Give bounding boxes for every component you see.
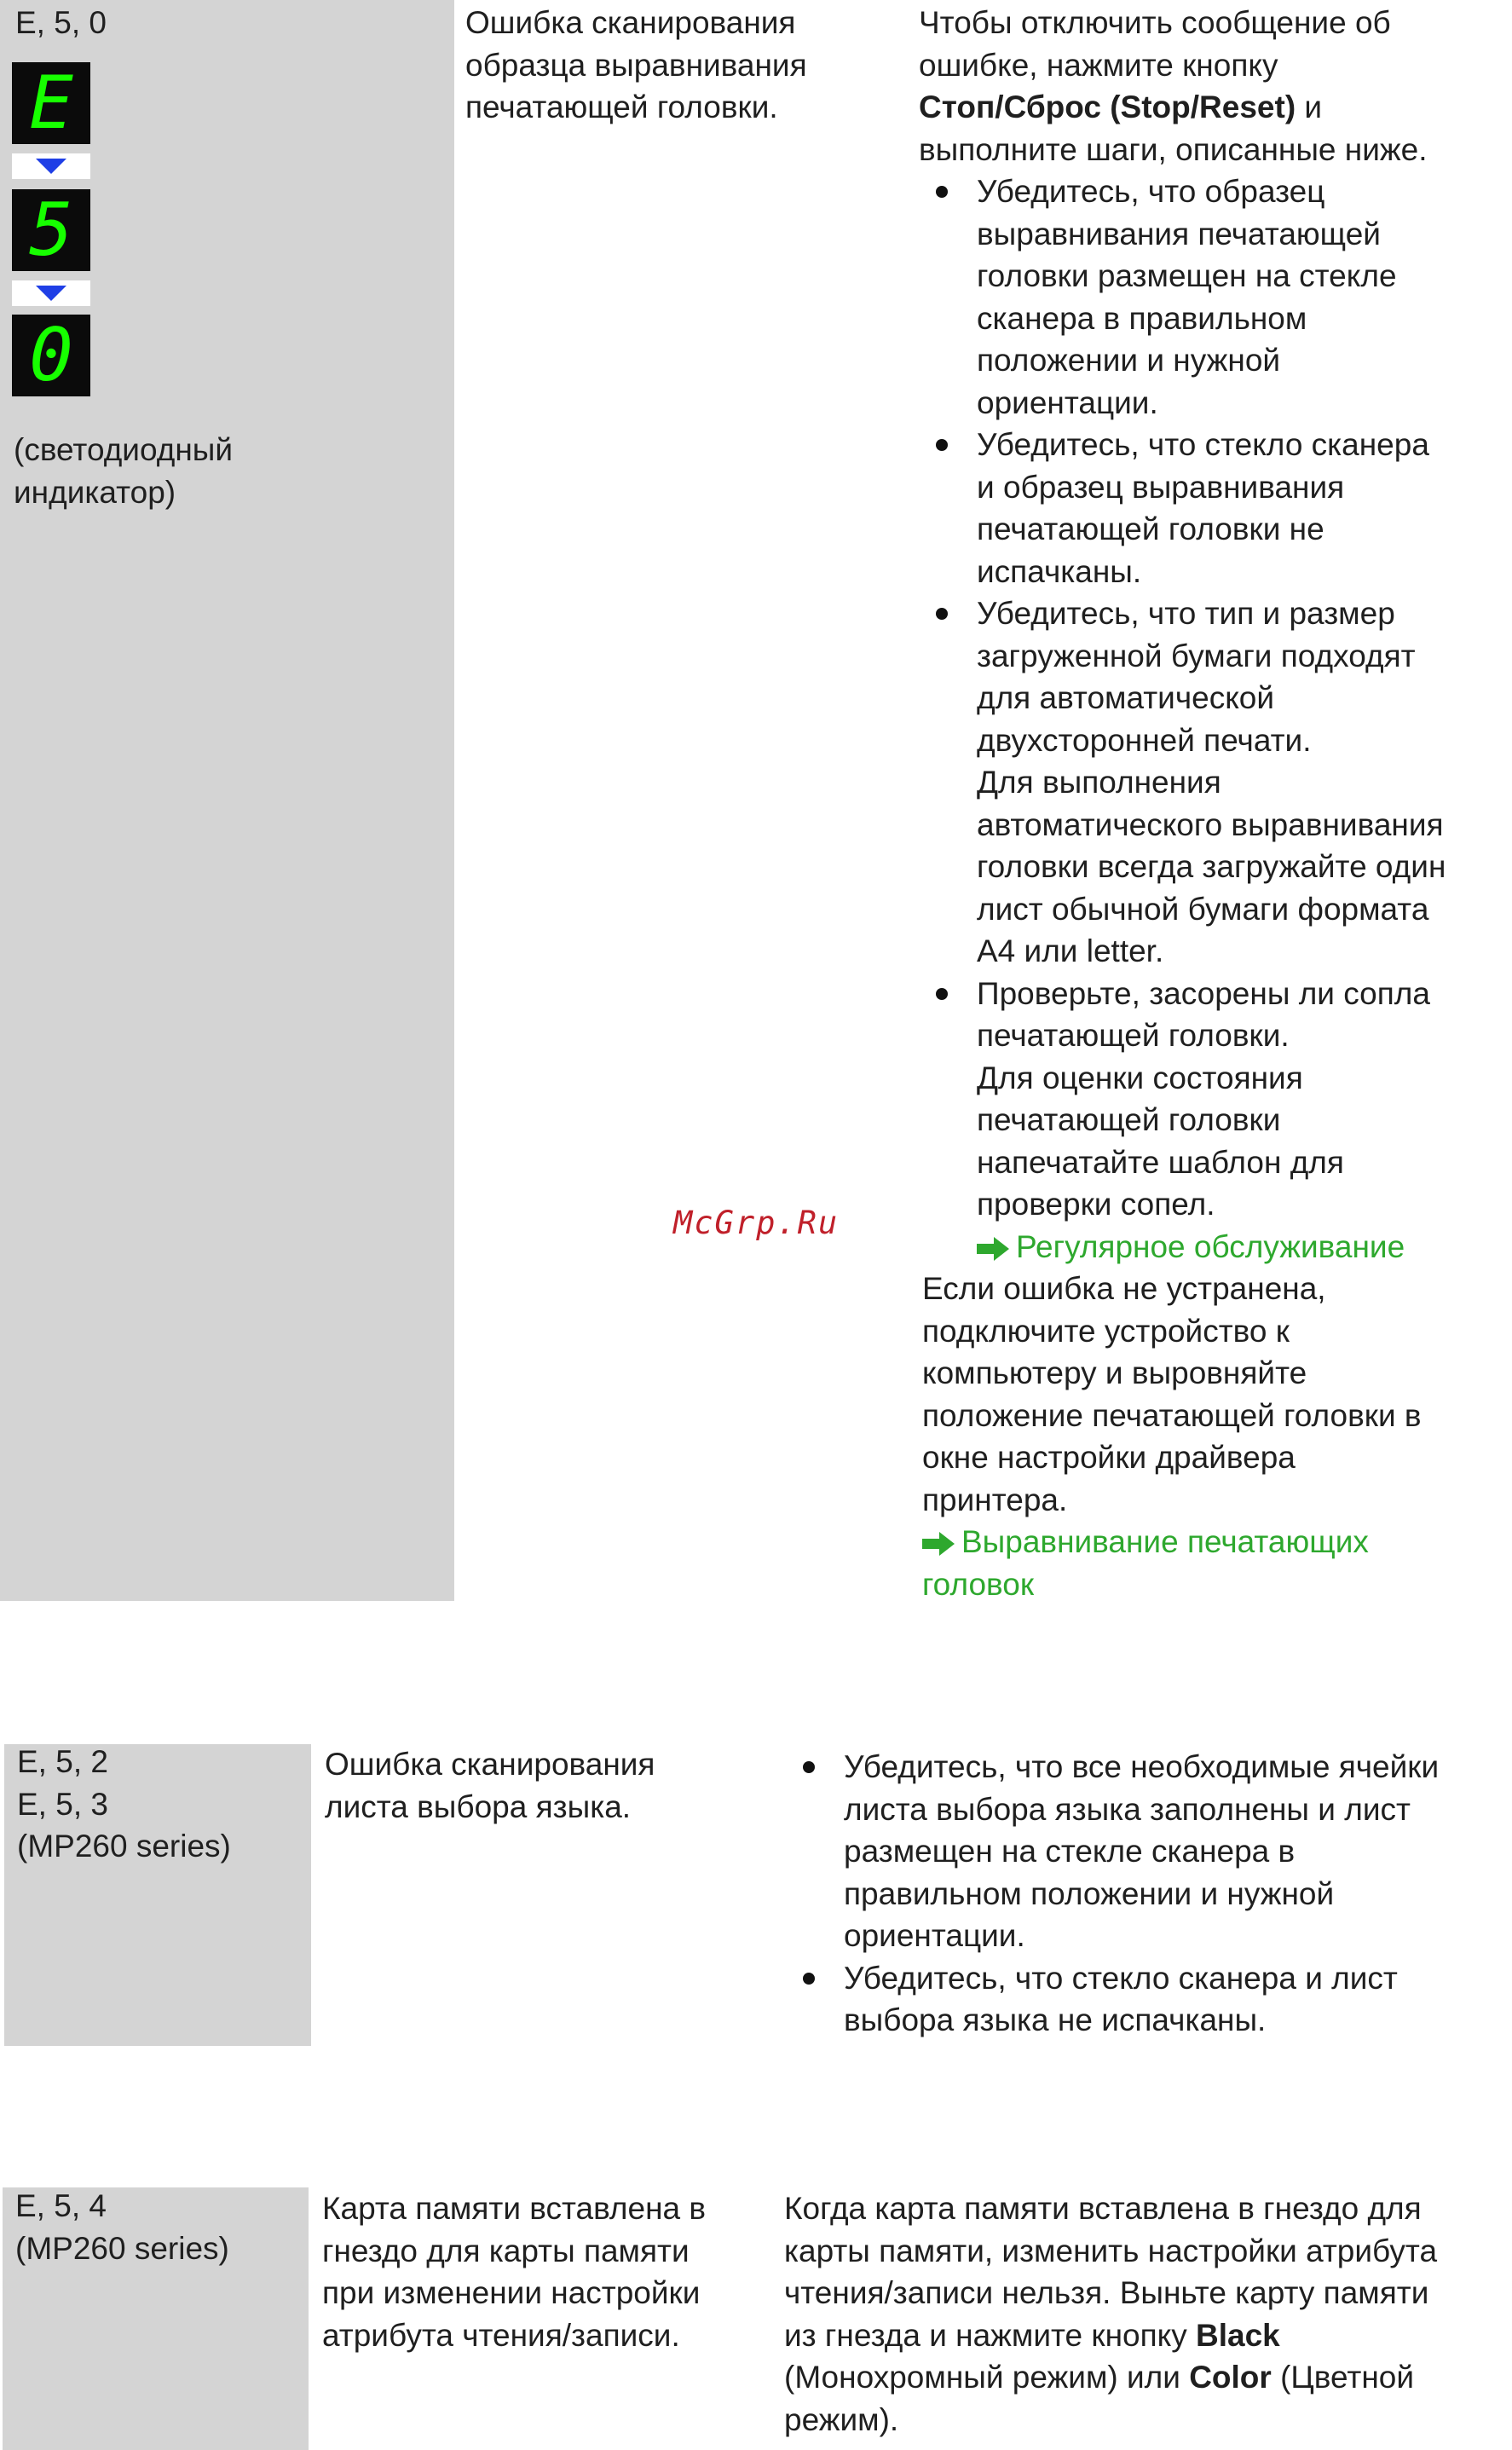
bullet-line: Для выполнения: [977, 765, 1221, 800]
led-digit-e-char: E: [29, 61, 73, 146]
led-digit-5-char: 5: [29, 188, 73, 273]
intro-line: [919, 86, 1507, 129]
row1-bullet-list: [977, 170, 1507, 1268]
bullet-icon: [936, 186, 948, 198]
outro-line: компьютеру и выровняйте: [922, 1355, 1307, 1390]
code-line: E, 5, 4: [15, 2188, 107, 2223]
row2-cause: [325, 1743, 655, 1828]
outro-line: подключите устройство к: [922, 1313, 1290, 1349]
cause-line: Ошибка сканирования: [465, 5, 796, 40]
intro-line: Чтобы отключить сообщение об: [919, 5, 1391, 40]
row1-action: [919, 2, 1507, 1605]
bullet-line: печатающей головки: [977, 1102, 1281, 1137]
head-alignment-link-label[interactable]: Выравнивание печатающих: [961, 1524, 1369, 1559]
head-alignment-link[interactable]: [922, 1521, 1507, 1563]
row3-action: [784, 2187, 1509, 2441]
row3-cause: [322, 2187, 706, 2356]
list-item: [844, 1746, 1439, 1957]
row1-error-code: E, 5, 0: [15, 5, 107, 40]
outro-line: Если ошибка не устранена,: [922, 1271, 1326, 1306]
code-line: (MP260 series): [15, 2230, 229, 2266]
bullet-line: испачканы.: [977, 553, 1142, 589]
action-line: карты памяти, изменить настройки атрибута: [784, 2233, 1438, 2268]
cause-line: образца выравнивания: [465, 47, 807, 83]
outro-line: принтера.: [922, 1482, 1068, 1517]
bullet-line: лист обычной бумаги формата: [977, 891, 1429, 927]
row3-error-code: [15, 2185, 229, 2269]
list-item: [844, 1957, 1439, 2042]
row2-error-code: [17, 1741, 231, 1868]
head-alignment-link-line2[interactable]: головок: [922, 1566, 1035, 1602]
maintenance-link-label[interactable]: Регулярное обслуживание: [1016, 1228, 1405, 1264]
led-digit-0: [12, 315, 90, 396]
action-line: Когда карта памяти вставлена в гнездо для: [784, 2191, 1422, 2226]
bullet-line: A4 или letter.: [977, 933, 1164, 968]
bullet-line: Для оценки состояния: [977, 1060, 1303, 1095]
bullet-line: головки всегда загружайте один: [977, 849, 1446, 884]
code-line: (MP260 series): [17, 1829, 231, 1864]
bullet-line: ориентации.: [844, 1918, 1025, 1953]
list-item: [977, 170, 1507, 424]
bullet-line: правильном положении и нужной: [844, 1875, 1335, 1911]
intro-line: выполните шаги, описанные ниже.: [919, 131, 1428, 167]
arrow-right-icon: [977, 1237, 1011, 1261]
intro-after: и: [1304, 90, 1323, 124]
chevron-down-icon: [34, 284, 68, 303]
led-digit-0-char: 0: [29, 313, 73, 398]
led-note-line: (светодиодный: [14, 432, 234, 467]
bullet-line: проверки сопел.: [977, 1187, 1215, 1222]
bullet-line: Проверьте, засорены ли сопла: [977, 975, 1430, 1011]
cause-line: гнездо для карты памяти: [322, 2233, 690, 2268]
bullet-line: выравнивания печатающей: [977, 216, 1381, 251]
bullet-line: головки размещен на стекле: [977, 258, 1397, 293]
bullet-line: выбора языка не испачканы.: [844, 2002, 1267, 2037]
list-item: [977, 424, 1507, 592]
bullet-icon: [936, 439, 948, 451]
bullet-line: размещен на стекле сканера в: [844, 1834, 1296, 1869]
led-arrow-down-2: [12, 280, 90, 306]
intro-line: ошибке, нажмите кнопку: [919, 47, 1278, 83]
bullet-line: двухсторонней печати.: [977, 722, 1312, 758]
bullet-line: ориентации.: [977, 384, 1158, 420]
code-line: E, 5, 2: [17, 1744, 108, 1779]
led-note-line: индикатор): [14, 474, 176, 510]
outro-line: положение печатающей головки в: [922, 1397, 1422, 1433]
cause-line: Ошибка сканирования: [325, 1747, 655, 1782]
action-line: чтения/записи нельзя. Выньте карту памяти: [784, 2275, 1429, 2310]
action-text: из гнезда и нажмите кнопку: [784, 2317, 1187, 2353]
cause-line: листа выбора языка.: [325, 1788, 632, 1824]
code-line: E, 5, 3: [17, 1786, 108, 1822]
watermark: McGrp.Ru: [673, 1205, 840, 1241]
outro-line: окне настройки драйвера: [922, 1440, 1296, 1475]
row1-cause: [465, 2, 807, 129]
action-line: [784, 2356, 1509, 2399]
cause-line: Карта памяти вставлена в: [322, 2191, 707, 2226]
cause-line: при изменении настройки: [322, 2275, 701, 2310]
action-text: (Цветной: [1280, 2360, 1415, 2395]
bullet-line: положении и нужной: [977, 343, 1281, 378]
outro: [922, 1268, 1507, 1605]
bullet-line: для автоматической: [977, 680, 1275, 715]
action-line: режим).: [784, 2401, 899, 2437]
bullet-line: напечатайте шаблон для: [977, 1144, 1344, 1180]
led-note: [14, 429, 233, 513]
maintenance-link[interactable]: [977, 1226, 1507, 1268]
bullet-icon: [936, 608, 948, 620]
cause-line: печатающей головки.: [465, 90, 778, 124]
bullet-line: печатающей головки.: [977, 1018, 1290, 1053]
bullet-icon: [803, 1973, 815, 1985]
bullet-line: сканера в правильном: [977, 300, 1307, 336]
row2-bullet-list: [844, 1746, 1439, 2042]
bullet-line: автоматического выравнивания: [977, 806, 1444, 842]
bullet-icon: [936, 988, 948, 1000]
chevron-down-icon: [34, 157, 68, 176]
stop-reset-button-name: Стоп/Сброс (Stop/Reset): [919, 90, 1296, 124]
bullet-icon: [803, 1761, 815, 1773]
list-item: [977, 973, 1507, 1268]
bullet-line: Убедитесь, что образец: [977, 174, 1325, 209]
bullet-line: Убедитесь, что стекло сканера и лист: [844, 1960, 1398, 1996]
bullet-line: печатающей головки не: [977, 511, 1324, 546]
bullet-line: листа выбора языка заполнены и лист: [844, 1791, 1411, 1827]
arrow-right-icon: [922, 1532, 956, 1556]
black-button-name: Black: [1196, 2317, 1280, 2353]
led-digit-5: [12, 189, 90, 271]
cause-line: атрибута чтения/записи.: [322, 2317, 680, 2353]
list-item: [977, 592, 1507, 973]
led-arrow-down-1: [12, 153, 90, 179]
bullet-line: Убедитесь, что тип и размер: [977, 596, 1395, 631]
bullet-line: Убедитесь, что все необходимые ячейки: [844, 1749, 1440, 1784]
led-digit-e: [12, 62, 90, 144]
color-button-name: Color: [1189, 2360, 1272, 2395]
bullet-line: загруженной бумаги подходят: [977, 638, 1416, 673]
bullet-line: и образец выравнивания: [977, 469, 1345, 505]
action-line: [784, 2314, 1509, 2357]
bullet-line: Убедитесь, что стекло сканера: [977, 427, 1429, 462]
action-text: (Монохромный режим) или: [784, 2360, 1180, 2395]
